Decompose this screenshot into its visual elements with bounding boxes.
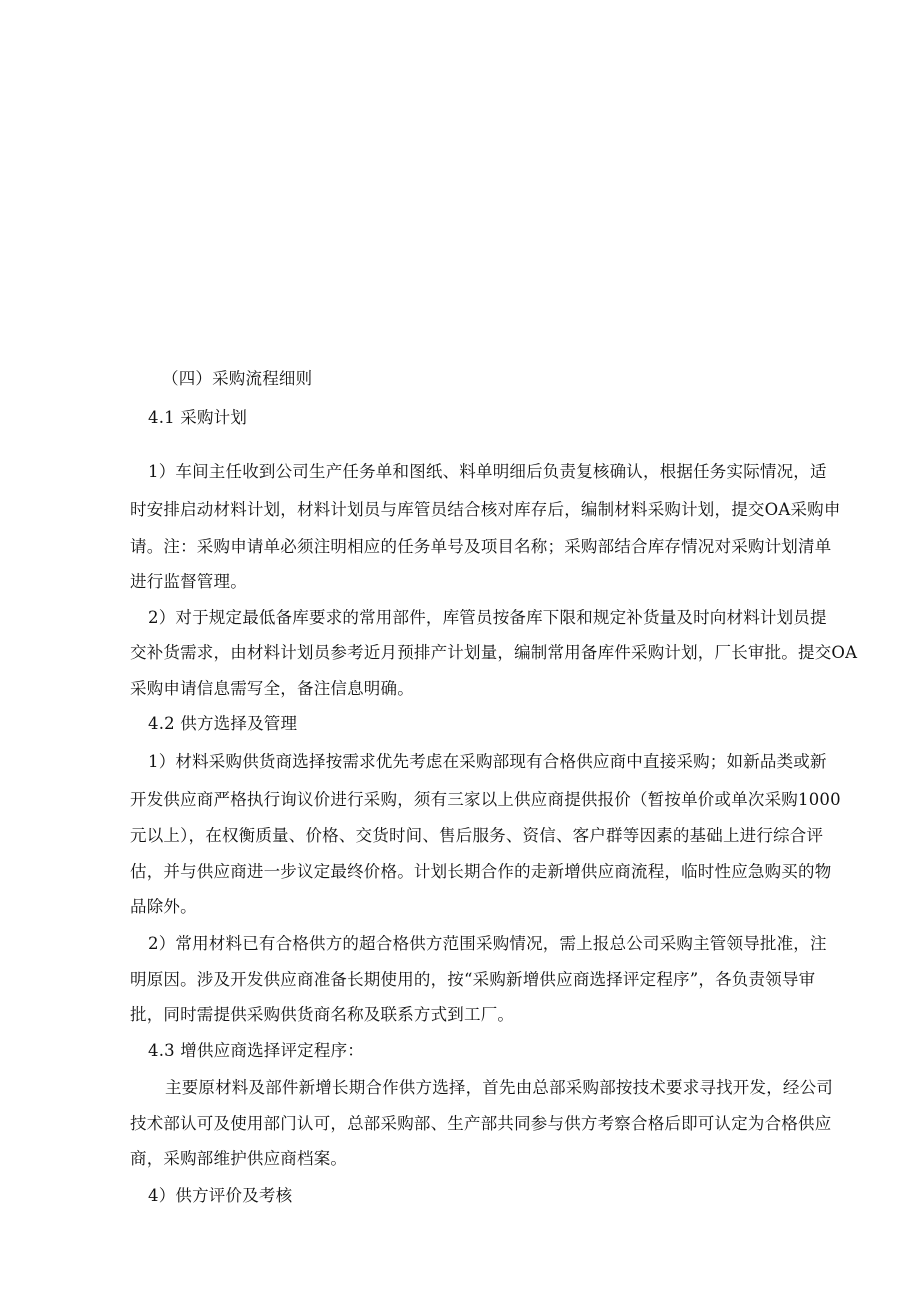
paragraph-line: 估，并与供应商进一步议定最终价格。计划长期合作的走新增供应商流程，临时性应急购买的物: [130, 862, 832, 881]
paragraph-line: 主要原材料及部件新增长期合作供方选择，首先由总部采购部按技术要求寻找开发，经公司: [165, 1078, 833, 1097]
paragraph-line: 采购申请信息需写全，备注信息明确。: [130, 679, 414, 698]
paragraph-line: 1）材料采购供货商选择按需求优先考虑在采购部现有合格供应商中直接采购；如新品类或新: [148, 752, 827, 771]
subsection-heading-4-4: 4）供方评价及考核: [148, 1186, 293, 1205]
paragraph-line: 元以上），在权衡质量、价格、交货时间、售后服务、资信、客户群等因素的基础上进行综合评: [130, 826, 824, 845]
paragraph-line: 交补货需求，由材料计划员参考近月预排产计划量，编制常用备库件采购计划，厂长审批。提交OA: [130, 643, 858, 662]
subsection-heading-4-2: 4.2 供方选择及管理: [148, 714, 298, 733]
paragraph-line: 开发供应商严格执行询议价进行采购，须有三家以上供应商提供报价（暂按单价或单次采购1000: [130, 790, 841, 809]
paragraph-line: 2）对于规定最低备库要求的常用部件，库管员按备库下限和规定补货量及时向材料计划员提: [148, 608, 827, 627]
paragraph-line: 时安排启动材料计划，材料计划员与库管员结合核对库存后，编制材料采购计划，提交OA采购申: [130, 500, 841, 519]
paragraph-line: 明原因。涉及开发供应商准备长期使用的，按“采购新增供应商选择评定程序”，各负责领导审: [130, 970, 816, 989]
paragraph-line: 请。注：采购申请单必须注明相应的任务单号及项目名称；采购部结合库存情况对采购计划清单: [130, 537, 832, 556]
paragraph-line: 1）车间主任收到公司生产任务单和图纸、料单明细后负责复核确认，根据任务实际情况，适: [148, 462, 827, 481]
subsection-heading-4-3: 4.3 增供应商选择评定程序：: [148, 1041, 364, 1060]
paragraph-line: 商，采购部维护供应商档案。: [130, 1149, 348, 1168]
paragraph-line: 品除外。: [130, 897, 197, 916]
paragraph-line: 技术部认可及使用部门认可，总部采购部、生产部共同参与供方考察合格后即可认定为合格供应: [130, 1114, 832, 1133]
paragraph-line: 进行监督管理。: [130, 572, 247, 591]
paragraph-line: 批，同时需提供采购供货商名称及联系方式到工厂。: [130, 1005, 515, 1024]
paragraph-line: 2）常用材料已有合格供方的超合格供方范围采购情况，需上报总公司采购主管领导批准，注: [148, 934, 827, 953]
section-heading: （四）采购流程细则: [162, 369, 313, 388]
subsection-heading-4-1: 4.1 采购计划: [148, 408, 248, 427]
